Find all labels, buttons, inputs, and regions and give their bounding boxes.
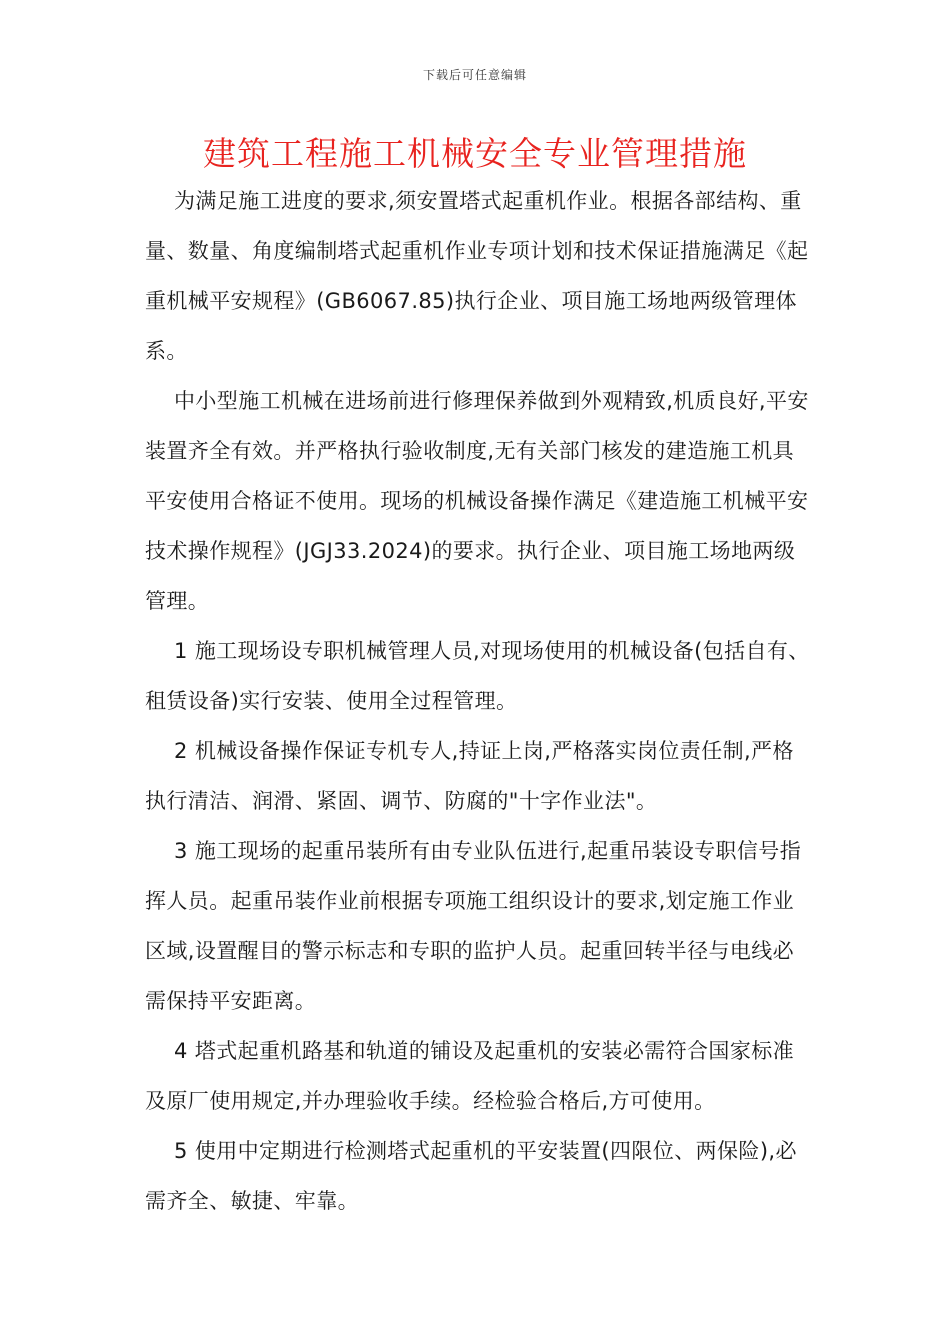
paragraph-item-5: 5 使用中定期进行检测塔式起重机的平安装置(四限位、两保险),必需齐全、敏捷、牢靠。 xyxy=(145,1139,797,1213)
paragraph-item-3: 3 施工现场的起重吊装所有由专业队伍进行,起重吊装设专职信号指挥人员。起重吊装作业前根据专项施工组织设计的要求,划定施工作业区域,设置醒目的警示标志和专职的监护人员。起重回转半径与电线必需保持平安距离。 xyxy=(145,839,802,1013)
document-body xyxy=(145,176,810,1226)
paragraph-item-4: 4 塔式起重机路基和轨道的铺设及起重机的安装必需符合国家标准及原厂使用规定,并办理验收手续。经检验合格后,方可使用。 xyxy=(145,1039,795,1113)
paragraph-item-1: 1 施工现场设专职机械管理人员,对现场使用的机械设备(包括自有、租赁设备)实行安装、使用全过程管理。 xyxy=(145,639,810,713)
paragraph-item-2: 2 机械设备操作保证专机专人,持证上岗,严格落实岗位责任制,严格执行清洁、润滑、紧固、调节、防腐的"十字作业法"。 xyxy=(145,739,794,813)
paragraph-small-machinery: 中小型施工机械在进场前进行修理保养做到外观精致,机质良好,平安装置齐全有效。并严格执行验收制度,无有关部门核发的建造施工机具平安使用合格证不使用。现场的机械设备操作满足《建造施工机械平安技术操作规程》(JGJ33.2024)的要求。执行企业、项目施工场地两级管理。 xyxy=(145,389,809,613)
document-title: 建筑工程施工机械安全专业管理措施 xyxy=(203,134,747,173)
paragraph-intro: 为满足施工进度的要求,须安置塔式起重机作业。根据各部结构、重量、数量、角度编制塔式起重机作业专项计划和技术保证措施满足《起重机械平安规程》(GB6067.85)执行企业、项目施工场地两级管理体系。 xyxy=(145,189,809,363)
header-note: 下载后可任意编辑 xyxy=(422,68,527,82)
